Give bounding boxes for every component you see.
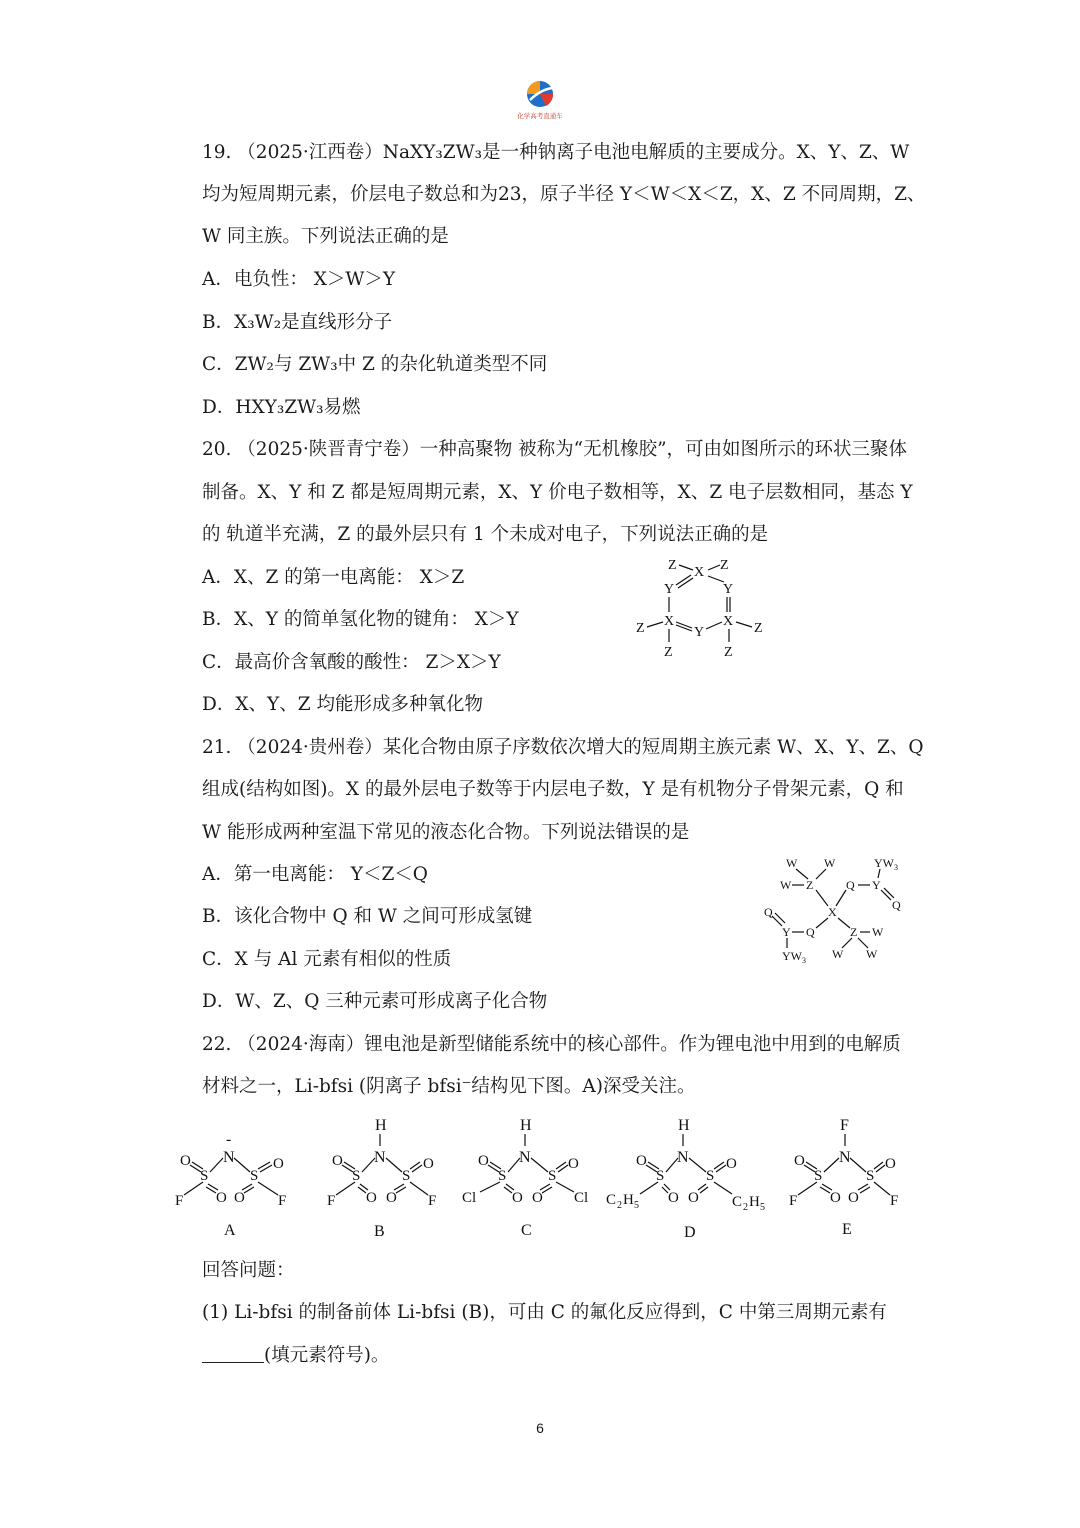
q19-line2: 均为短周期元素，价层电子数总和为23，原子半径 Y＜W＜X＜Z，X、Z 不同周期，Z、 (202, 184, 926, 205)
svg-text:O: O (332, 1153, 343, 1169)
structure-label-d: D (684, 1224, 696, 1241)
q19-line3: W 同主族。下列说法正确的是 (202, 226, 449, 247)
svg-text:H: H (749, 1194, 760, 1210)
q21-option-a: A．第一电离能： Y＜Z＜Q (202, 864, 428, 885)
q19-option-b: B．X₃W₂是直线形分子 (202, 312, 393, 333)
svg-text:W: W (786, 856, 798, 870)
svg-text:Z: Z (668, 558, 677, 573)
q20-option-d: D．X、Y、Z 均能形成多种氧化物 (202, 694, 483, 715)
q21-line2: 组成(结构如图)。X 的最外层电子数等于内层电子数，Y 是有机物分子骨架元素，Q 和 (202, 779, 904, 800)
svg-text:Z: Z (754, 621, 763, 636)
svg-text:2: 2 (617, 1200, 622, 1211)
svg-text:F: F (890, 1193, 899, 1209)
svg-text:H: H (623, 1192, 634, 1208)
svg-text:N: N (519, 1149, 531, 1166)
svg-text:Q: Q (846, 878, 855, 892)
q22-sub1-line1: (1) Li-bfsi 的制备前体 Li-bfsi (B)，可由 C 的氟化反应得到，C 中第三周期元素有 (202, 1302, 887, 1323)
svg-text:F: F (789, 1193, 798, 1209)
svg-text:S: S (866, 1168, 875, 1184)
svg-text:N: N (374, 1149, 386, 1166)
svg-text:Y: Y (723, 582, 734, 597)
svg-text:N: N (223, 1149, 235, 1166)
svg-text:5: 5 (634, 1200, 639, 1211)
structure-label-a: A (224, 1222, 236, 1239)
svg-text:F: F (175, 1193, 184, 1209)
svg-text:X: X (828, 905, 837, 919)
svg-text:W: W (866, 947, 878, 961)
svg-text:Y: Y (782, 925, 791, 939)
svg-text:F: F (278, 1193, 287, 1209)
svg-text:O: O (688, 1190, 699, 1206)
svg-text:O: O (478, 1153, 489, 1169)
svg-text:X: X (664, 614, 675, 629)
svg-text:O: O (512, 1190, 523, 1206)
svg-text:Z: Z (724, 645, 733, 660)
svg-text:N: N (677, 1149, 689, 1166)
svg-text:S: S (548, 1168, 557, 1184)
svg-text:S: S (402, 1168, 411, 1184)
q22-line1: 22. （2024·海南）锂电池是新型储能系统中的核心部件。作为锂电池中用到的电解质 (202, 1034, 901, 1055)
svg-text:O: O (830, 1190, 841, 1206)
svg-text:S: S (814, 1168, 823, 1184)
q22-structures (170, 1110, 920, 1245)
svg-text:Q: Q (764, 905, 773, 919)
page-number: 6 (536, 1420, 544, 1436)
q20-option-b: B．X、Y 的简单氢化物的键角： X＞Y (202, 609, 519, 630)
structure-d (606, 1117, 765, 1241)
svg-text:O: O (366, 1190, 377, 1206)
svg-text:5: 5 (760, 1202, 765, 1213)
svg-text:F: F (840, 1117, 849, 1134)
svg-text:F: F (428, 1193, 437, 1209)
q19-option-d: D．HXY₃ZW₃易燃 (202, 397, 361, 418)
svg-text:Cl: Cl (574, 1190, 589, 1206)
header-logo (508, 76, 572, 124)
svg-text:Z: Z (720, 558, 729, 573)
svg-text:S: S (498, 1168, 507, 1184)
q21-line1: 21. （2024·贵州卷）某化合物由原子序数依次增大的短周期主族元素 W、X、Y、Z、Q (202, 737, 924, 758)
svg-text:H: H (678, 1117, 690, 1134)
svg-text:YW: YW (874, 856, 894, 870)
svg-text:-: - (226, 1131, 232, 1148)
svg-text:YW: YW (782, 949, 802, 963)
q20-ring-structure (628, 552, 778, 662)
q19-option-a: A．电负性： X＞W＞Y (202, 269, 396, 290)
svg-text:Q: Q (806, 925, 815, 939)
q20-line2: 制备。X、Y 和 Z 都是短周期元素，X、Y 价电子数相等，X、Z 电子层数相同，基态 Y (202, 482, 913, 503)
svg-text:Z: Z (664, 645, 673, 660)
svg-text:W: W (872, 925, 884, 939)
svg-text:S: S (200, 1168, 209, 1184)
svg-text:3: 3 (802, 956, 806, 965)
q22-line2: 材料之一，Li-bfsi (阴离子 bfsi⁻结构见下图。A)深受关注。 (202, 1076, 696, 1097)
q21-option-c: C．X 与 Al 元素有相似的性质 (202, 949, 452, 970)
svg-text:O: O (794, 1153, 805, 1169)
svg-text:H: H (520, 1117, 532, 1134)
svg-text:O: O (636, 1153, 647, 1169)
q20-option-a: A．X、Z 的第一电离能： X＞Z (202, 567, 465, 588)
svg-text:X: X (723, 614, 734, 629)
svg-text:C: C (606, 1192, 617, 1208)
q20-line3: 的 轨道半充满，Z 的最外层只有 1 个未成对电子，下列说法正确的是 (202, 524, 769, 545)
q19-option-c: C．ZW₂与 ZW₃中 Z 的杂化轨道类型不同 (202, 354, 548, 375)
svg-text:W: W (780, 878, 792, 892)
svg-text:W: W (832, 947, 844, 961)
q22-sub1-line2-wrap (202, 1343, 389, 1369)
svg-text:O: O (216, 1190, 227, 1206)
q19-line1: 19. （2025·江西卷）NaXY₃ZW₃是一种钠离子电池电解质的主要成分。X、Y、Z、W (202, 142, 910, 163)
svg-text:O: O (273, 1156, 284, 1172)
svg-text:S: S (250, 1168, 259, 1184)
svg-text:O: O (386, 1190, 397, 1206)
svg-text:2: 2 (743, 1202, 748, 1213)
svg-text:Q: Q (892, 898, 901, 912)
svg-text:O: O (668, 1190, 679, 1206)
structure-b (327, 1117, 436, 1240)
svg-text:O: O (532, 1190, 543, 1206)
svg-text:O: O (234, 1190, 245, 1206)
svg-text:H: H (375, 1117, 387, 1134)
svg-text:X: X (694, 565, 705, 580)
svg-text:Y: Y (694, 625, 705, 640)
svg-text:S: S (706, 1168, 715, 1184)
structure-label-c: C (521, 1222, 532, 1239)
svg-text:Cl: Cl (462, 1190, 477, 1206)
svg-text:W: W (824, 856, 836, 870)
svg-text:O: O (885, 1156, 896, 1172)
svg-text:S: S (656, 1168, 665, 1184)
svg-text:Z: Z (806, 878, 814, 892)
svg-text:C: C (732, 1194, 743, 1210)
svg-text:O: O (726, 1156, 737, 1172)
q21-line3: W 能形成两种室温下常见的液态化合物。下列说法错误的是 (202, 822, 690, 843)
structure-e (789, 1117, 898, 1238)
q21-option-b: B．该化合物中 Q 和 W 之间可形成氢键 (202, 906, 533, 927)
q21-option-d: D．W、Z、Q 三种元素可形成离子化合物 (202, 991, 548, 1012)
structure-a (175, 1131, 286, 1239)
structure-label-b: B (374, 1223, 385, 1240)
svg-text:O: O (568, 1156, 579, 1172)
q20-line1: 20. （2025·陕晋青宁卷）一种高聚物 被称为“无机橡胶”，可由如图所示的环状三聚体 (202, 439, 908, 460)
svg-text:Y: Y (664, 582, 675, 597)
answer-blank[interactable] (202, 1344, 264, 1363)
svg-text:Z: Z (850, 925, 858, 939)
svg-text:3: 3 (894, 863, 898, 872)
svg-text:Y: Y (872, 878, 881, 892)
svg-text:S: S (352, 1168, 361, 1184)
svg-text:O: O (180, 1153, 191, 1169)
svg-text:Z: Z (636, 621, 645, 636)
q22-sub1-line2: (填元素符号)。 (264, 1345, 390, 1366)
q22-answer-intro: 回答问题： (202, 1260, 295, 1281)
logo-text: 化学高考直通车 (517, 112, 563, 120)
q20-option-c: C．最高价含氧酸的酸性： Z＞X＞Y (202, 652, 501, 673)
q21-compound-structure (758, 852, 908, 967)
svg-text:O: O (423, 1156, 434, 1172)
structure-label-e: E (842, 1221, 852, 1238)
svg-text:O: O (848, 1190, 859, 1206)
svg-text:N: N (839, 1149, 851, 1166)
svg-text:F: F (327, 1193, 336, 1209)
structure-c (462, 1117, 588, 1239)
